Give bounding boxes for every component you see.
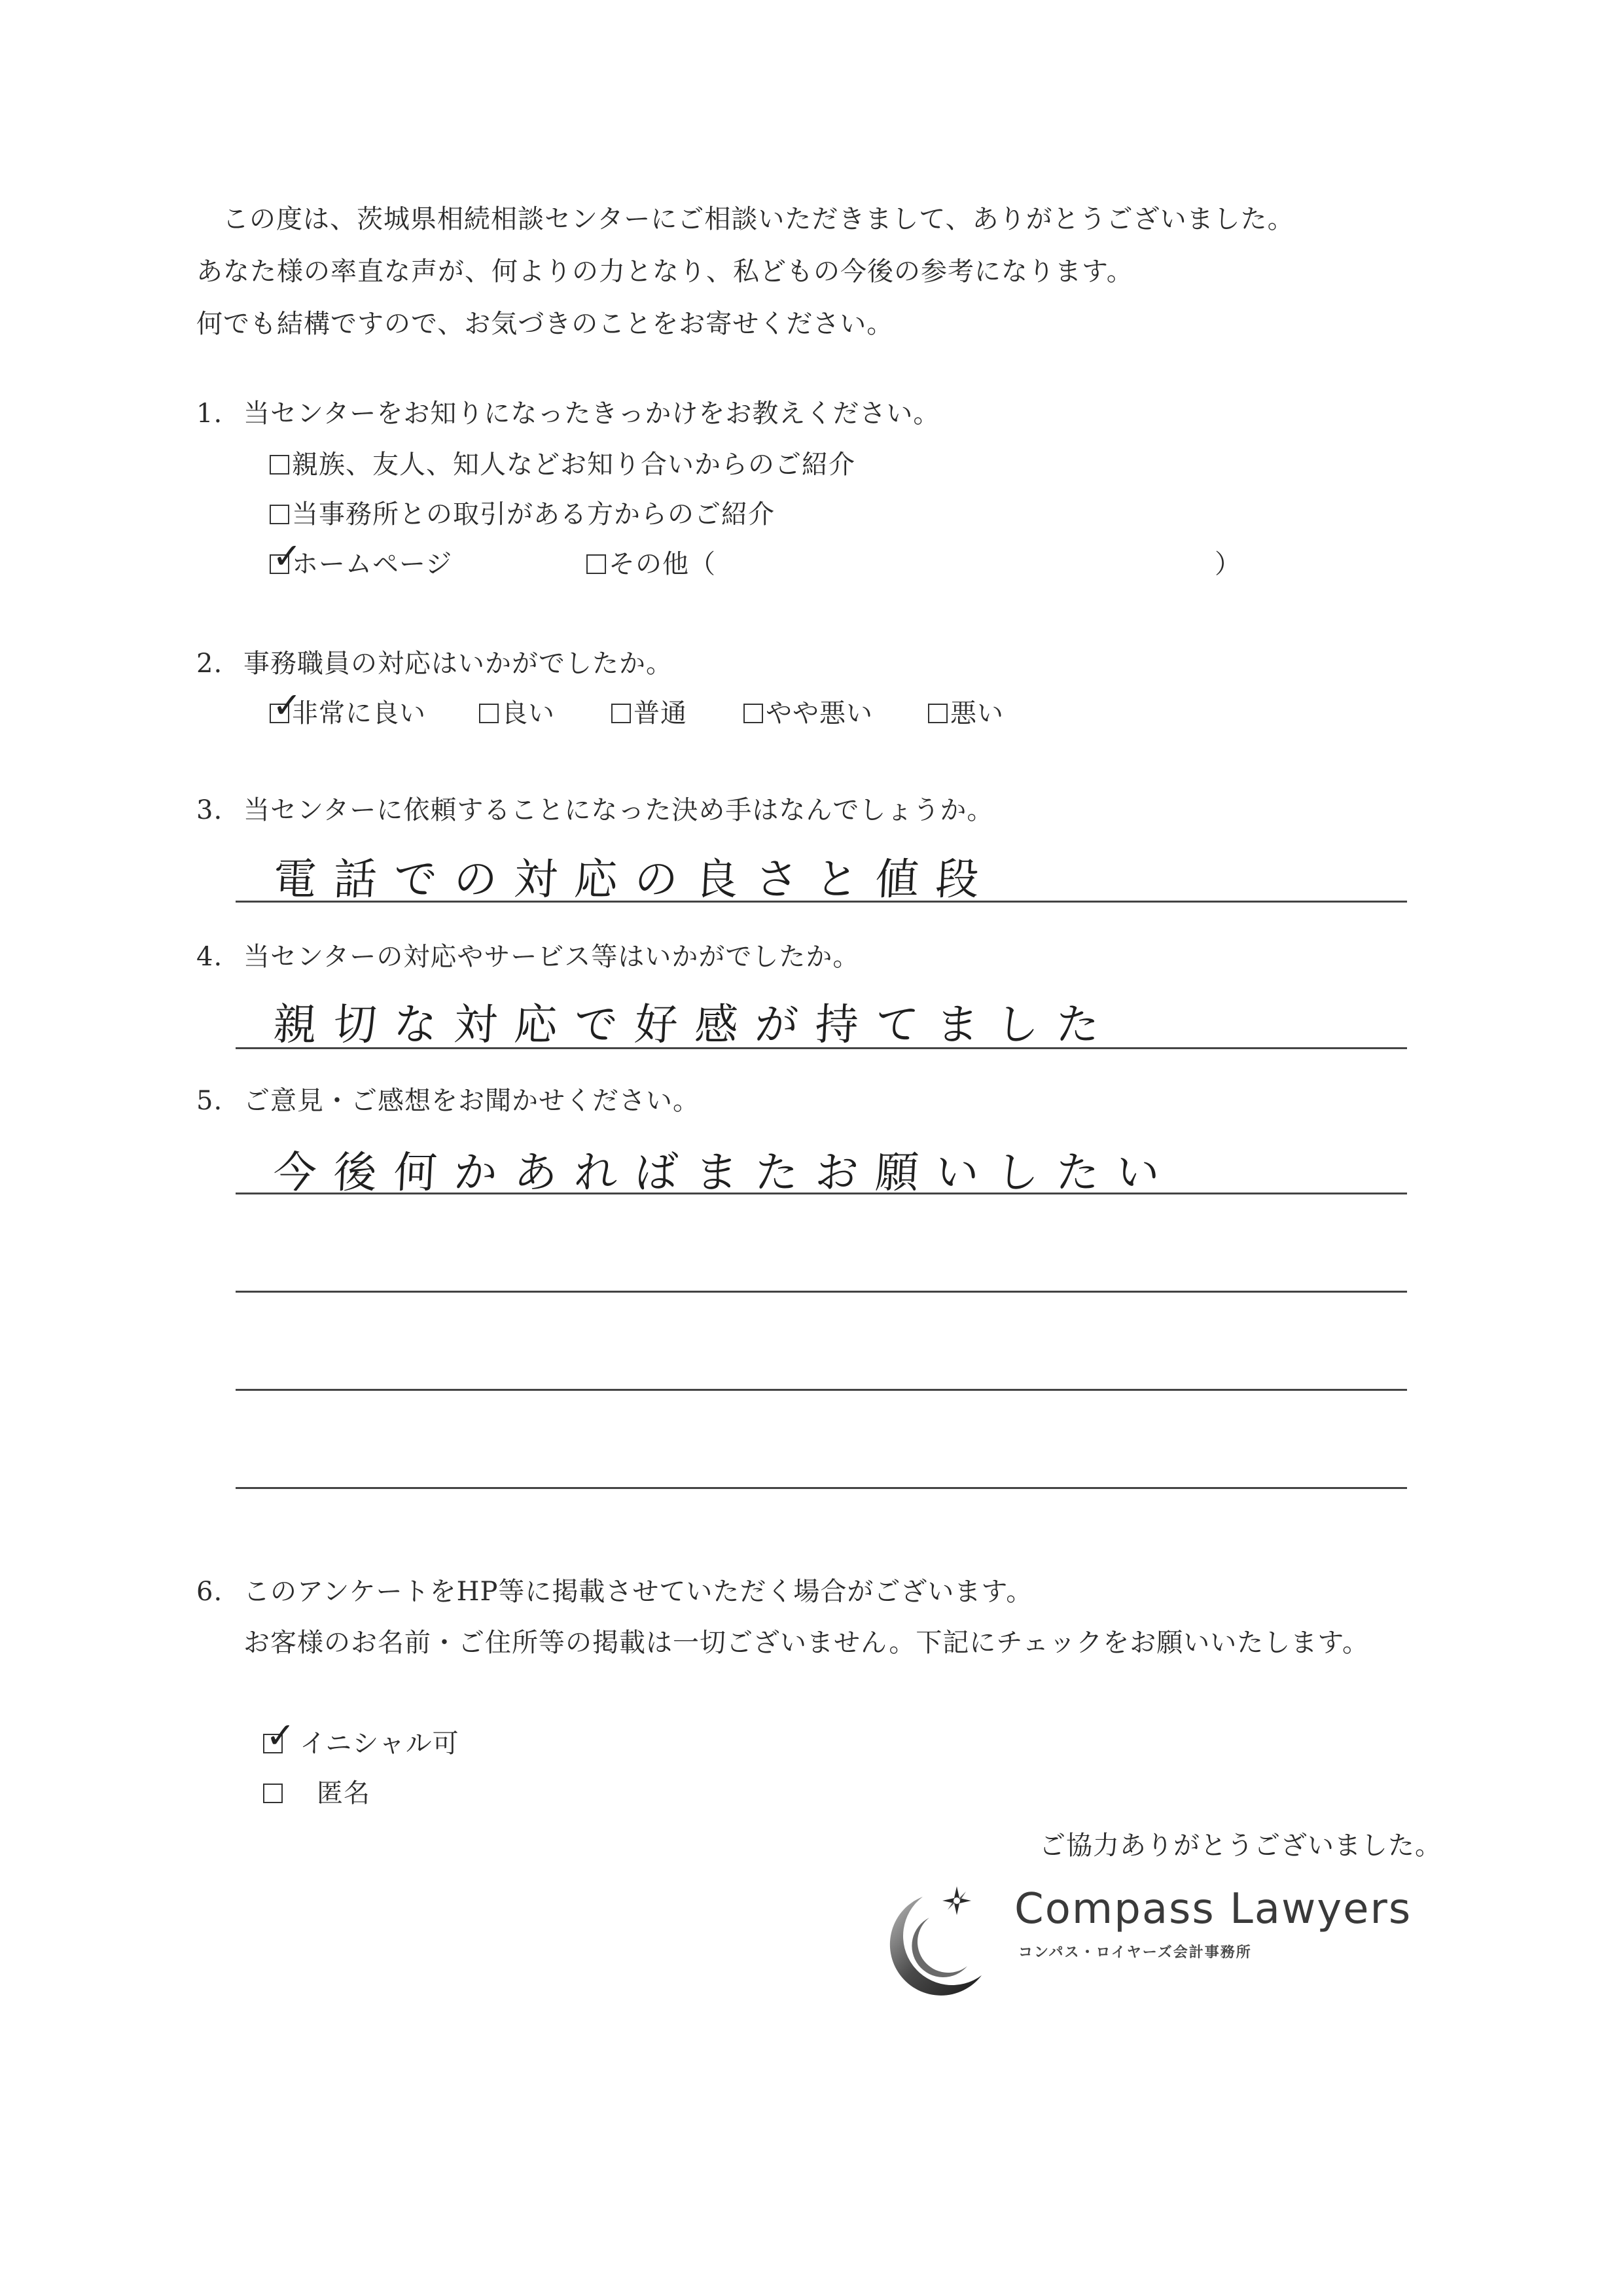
question-text: 当センターの対応やサービス等はいかがでしたか。 — [243, 942, 860, 972]
q2-option-bad[interactable] — [928, 692, 1004, 730]
q3-handwritten-answer[interactable]: 電話での対応の良さと値段 — [272, 854, 997, 905]
option-label: 非常に良い — [292, 698, 426, 728]
intro-line-1: この度は、茨城県相続相談センターにご相談いただきまして、ありがとうございました。 — [223, 204, 1294, 234]
answer-line — [236, 1389, 1407, 1391]
option-label: 良い — [501, 698, 555, 728]
q1-option-referral[interactable] — [270, 444, 855, 481]
q1-option-client-referral[interactable] — [270, 493, 775, 531]
brand-name: Compass Lawyers — [1014, 1885, 1412, 1933]
option-label: イニシャル可 — [300, 1729, 459, 1759]
option-label: 普通 — [633, 698, 687, 728]
answer-line — [236, 1487, 1407, 1489]
checkbox[interactable] — [586, 554, 606, 574]
q2-option-somewhat-bad[interactable] — [743, 692, 873, 730]
checkbox-checked[interactable] — [270, 535, 303, 577]
answer-line — [236, 1047, 1407, 1049]
option-label: やや悪い — [766, 698, 873, 728]
check-mark-icon: ✓ — [266, 1715, 296, 1756]
intro-line-3: 何でも結構ですので、お気づきのことをお寄せください。 — [196, 309, 894, 339]
question-text: 事務職員の対応はいかがでしたか。 — [243, 649, 673, 679]
option-label: 匿名 — [317, 1778, 370, 1808]
checkbox[interactable] — [743, 704, 763, 723]
checkbox-checked[interactable] — [263, 1715, 296, 1756]
question-number: 1. — [196, 399, 223, 429]
q2-option-average[interactable] — [611, 692, 687, 730]
intro-line-2: あなた様の率直な声が、何よりの力となり、私どもの今後の参考になります。 — [196, 257, 1133, 287]
question-6 — [196, 1571, 1033, 1608]
check-mark-icon: ✓ — [272, 685, 303, 726]
check-mark-icon: ✓ — [272, 535, 303, 577]
thank-you-text: ご協力ありがとうございました。 — [1039, 1831, 1442, 1861]
checkbox[interactable] — [928, 704, 948, 723]
checkbox[interactable] — [611, 704, 631, 723]
question-text: 当センターをお知りになったきっかけをお教えください。 — [243, 399, 940, 429]
answer-line — [236, 1291, 1407, 1293]
question-number: 6. — [196, 1577, 223, 1607]
question-1 — [196, 393, 940, 430]
option-label: 当事務所との取引がある方からのご紹介 — [292, 499, 775, 529]
q1-option-homepage[interactable] — [270, 535, 453, 581]
question-number: 4. — [196, 942, 223, 972]
question-5 — [196, 1080, 700, 1117]
q4-handwritten-answer[interactable]: 親切な対応で好感が持てました — [272, 999, 1118, 1050]
option-label: 親族、友人、知人などお知り合いからのご紹介 — [292, 450, 855, 480]
question-number: 3. — [196, 795, 223, 825]
intro-paragraph — [196, 193, 1294, 350]
question-4 — [196, 936, 859, 973]
question-2 — [196, 643, 673, 680]
brand-subtitle: コンパス・ロイヤーズ会計事務所 — [1018, 1945, 1252, 1961]
question-number: 5. — [196, 1086, 223, 1116]
q6-option-initials[interactable] — [263, 1715, 459, 1760]
option-label: ホームページ — [292, 549, 453, 579]
answer-line — [236, 1193, 1407, 1194]
question-6-text-2: お客様のお名前・ご住所等の掲載は一切ございません。下記にチェックをお願いいたします。 — [243, 1628, 1369, 1658]
question-text: ご意見・ご感想をお聞かせください。 — [243, 1086, 700, 1116]
question-3 — [196, 789, 993, 827]
option-label: 悪い — [950, 698, 1004, 728]
q2-option-good[interactable] — [479, 692, 555, 730]
question-text: 当センターに依頼することになった決め手はなんでしょうか。 — [243, 795, 994, 825]
question-number: 2. — [196, 649, 223, 679]
compass-logo-icon — [877, 1877, 995, 2001]
q1-other-close-paren: ） — [1215, 549, 1241, 579]
checkbox[interactable] — [263, 1784, 283, 1803]
checkbox[interactable] — [270, 505, 289, 524]
question-text-1: このアンケートをHP等に掲載させていただく場合がございます。 — [243, 1577, 1033, 1607]
q2-option-very-good[interactable] — [270, 685, 426, 730]
q1-option-other[interactable] — [586, 543, 716, 581]
checkbox-checked[interactable] — [270, 685, 303, 726]
option-label: その他（ — [609, 549, 716, 579]
q6-option-anonymous[interactable] — [263, 1772, 370, 1810]
checkbox[interactable] — [270, 455, 289, 475]
answer-line — [236, 901, 1407, 903]
checkbox[interactable] — [479, 704, 499, 723]
q5-handwritten-answer[interactable]: 今後何かあればまたお願いしたい — [272, 1147, 1178, 1198]
